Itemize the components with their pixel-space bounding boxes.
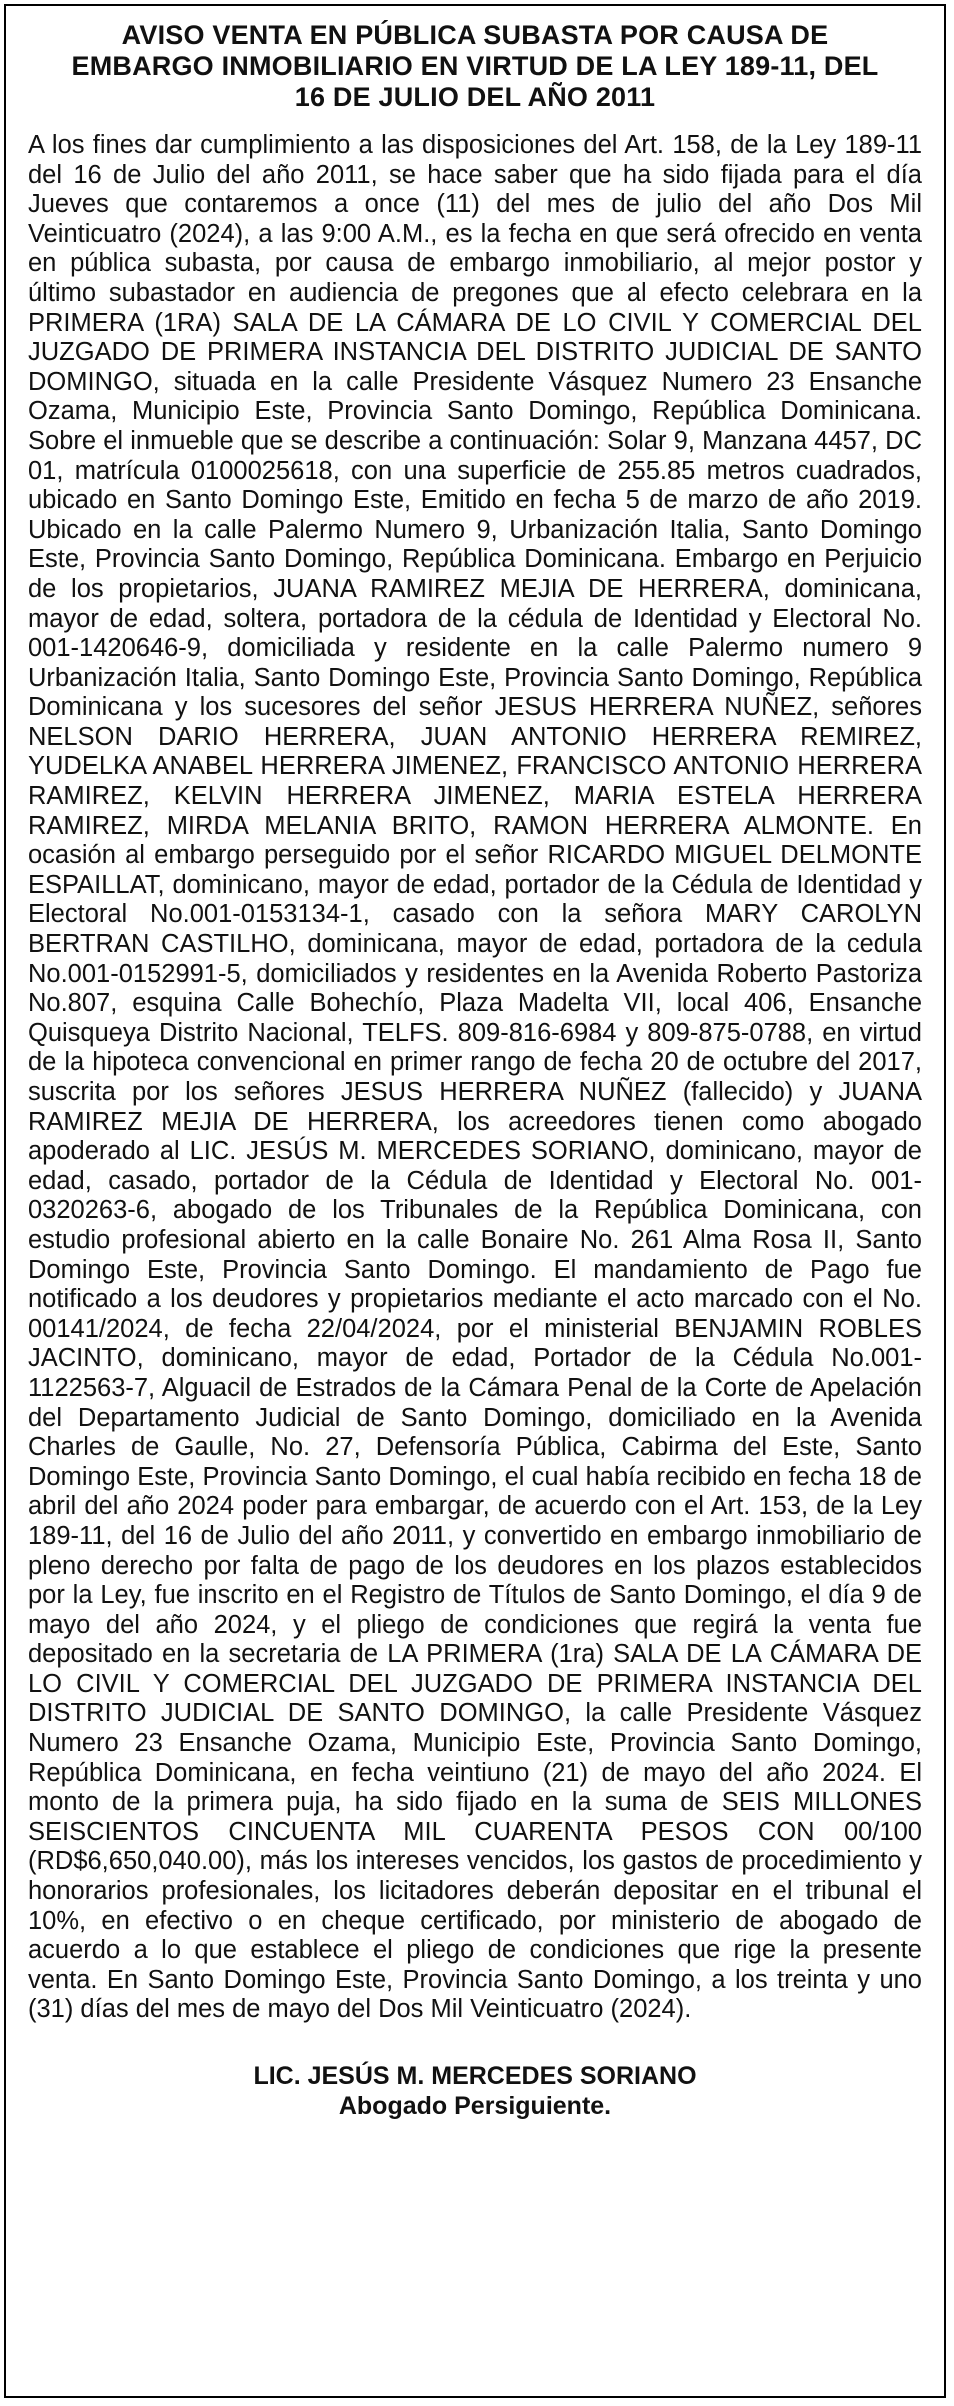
legal-notice bbox=[4, 4, 946, 2398]
signature-name: LIC. JESÚS M. MERCEDES SORIANO bbox=[253, 2062, 697, 2090]
notice-body: A los fines dar cumplimiento a las disposiciones del Art. 158, de la Ley 189-11 del 16 de Julio del año 2011, se hace saber que ha sido fijada para el día Jueves que contaremos a once (11) del mes de julio del año Dos Mil Veinticuatro (2024), a las 9:00 A.M., es la fecha en que será ofrecido en venta en pública subasta, por causa de embargo inmobiliario, al mejor postor y último subastador en audiencia de pregones que al efecto celebrara en la PRIMERA (1RA) SALA DE LA CÁMARA DE LO CIVIL Y COMERCIAL DEL JUZGADO DE PRIMERA INSTANCIA DEL DISTRITO JUDICIAL DE SANTO DOMINGO, situada en la calle Presidente Vásquez Numero 23 Ensanche Ozama, Municipio Este, Provincia Santo Domingo, República Dominicana. Sobre el inmueble que se describe a continuación: Solar 9, Manzana 4457, DC 01, matrícula 0100025618, con una superficie de 255.85 metros cuadrados, ubicado en Santo Domingo Este, Emitido en fecha 5 de marzo de año 2019. Ubicado en la calle Palermo Numero 9, Urbanización Italia, Santo Domingo Este, Provincia Santo Domingo, República Dominicana. Embargo en Perjuicio de los propietarios, JUANA RAMIREZ MEJIA DE HERRERA, dominicana, mayor de edad, soltera, portadora de la cédula de Identidad y Electoral No. 001-1420646-9, domiciliada y residente en la calle Palermo numero 9 Urbanización Italia, Santo Domingo Este, Provincia Santo Domingo, República Dominicana y los sucesores del señor JESUS HERRERA NUÑEZ, señores NELSON DARIO HERRERA, JUAN ANTONIO HERRERA REMIREZ, YUDELKA ANABEL HERRERA JIMENEZ, FRANCISCO ANTONIO HERRERA RAMIREZ, KELVIN HERRERA JIMENEZ, MARIA ESTELA HERRERA RAMIREZ, MIRDA MELANIA BRITO, RAMON HERRERA ALMONTE. En ocasión al embargo perseguido por el señor RICARDO MIGUEL DELMONTE ESPAILLAT, dominicano, mayor de edad, portador de la Cédula de Identidad y Electoral No.001-0153134-1, casado con la señora MARY CAROLYN BERTRAN CASTILHO, dominicana, mayor de edad, portadora de la cedula No.001-0152991-5, domiciliados y residentes en la Avenida Roberto Pastoriza No.807, esquina Calle Bohechío, Plaza Madelta VII, local 406, Ensanche Quisqueya Distrito Nacional, TELFS. 809-816-6984 y 809-875-0788, en virtud de la hipoteca convencional en primer rango de fecha 20 de octubre del 2017, suscrita por los señores JESUS HERRERA NUÑEZ (fallecido) y JUANA RAMIREZ MEJIA DE HERRERA, los acreedores tienen como abogado apoderado al LIC. JESÚS M. MERCEDES SORIANO, dominicano, mayor de edad, casado, portador de la Cédula de Identidad y Electoral No. 001-0320263-6, abogado de los Tribunales de la República Dominicana, con estudio profesional abierto en la calle Bonaire No. 261 Alma Rosa II, Santo Domingo Este, Provincia Santo Domingo. El mandamiento de Pago fue notificado a los deudores y propietarios mediante el acto marcado con el No. 00141/2024, de fecha 22/04/2024, por el ministerial BENJAMIN ROBLES JACINTO, dominicano, mayor de edad, Portador de la Cédula No.001-1122563-7, Alguacil de Estrados de la Cámara Penal de la Corte de Apelación del Departamento Judicial de Santo Domingo, domiciliado en la Avenida Charles de Gaulle, No. 27, Defensoría Pública, Cabirma del Este, Santo Domingo Este, Provincia Santo Domingo, el cual había recibido en fecha 18 de abril del año 2024 poder para embargar, de acuerdo con el Art. 153, de la Ley 189-11, del 16 de Julio del año 2011, y convertido en embargo inmobiliario de pleno derecho por falta de pago de los deudores en los plazos establecidos por la Ley, fue inscrito en el Registro de Títulos de Santo Domingo, el día 9 de mayo del año 2024, y el pliego de condiciones que regirá la venta fue depositado en la secretaria de LA PRIMERA (1ra) SALA DE LA CÁMARA DE LO CIVIL Y COMERCIAL DEL JUZGADO DE PRIMERA INSTANCIA DEL DISTRITO JUDICIAL DE SANTO DOMINGO, la calle Presidente Vásquez Numero 23 Ensanche Ozama, Municipio Este, Provincia Santo Domingo, República Dominicana, en fecha veintiuno (21) de mayo del año 2024. El monto de la primera puja, ha sido fijado en la suma de SEIS MILLONES SEISCIENTOS CINCUENTA MIL CUARENTA PESOS CON 00/100 (RD$6,650,040.00), más los intereses vencidos, los gastos de procedimiento y honorarios profesionales, los licitadores deberán depositar en el tribunal el 10%, en efectivo o en cheque certificado, por ministerio de abogado de acuerdo a lo que establece el pliego de condiciones que rige la presente venta. En Santo Domingo Este, Provincia Santo Domingo, a los treinta y uno (31) días del mes de mayo del Dos Mil Veinticuatro (2024). bbox=[28, 131, 922, 2024]
notice-title: AVISO VENTA EN PÚBLICA SUBASTA POR CAUSA DE EMBARGO INMOBILIARIO EN VIRTUD DE LA LEY 189-11, DEL 16 DE JULIO DEL AÑO 2011 bbox=[71, 20, 879, 112]
signature-role: Abogado Persiguiente. bbox=[338, 2092, 612, 2120]
signature-block bbox=[28, 2061, 922, 2121]
